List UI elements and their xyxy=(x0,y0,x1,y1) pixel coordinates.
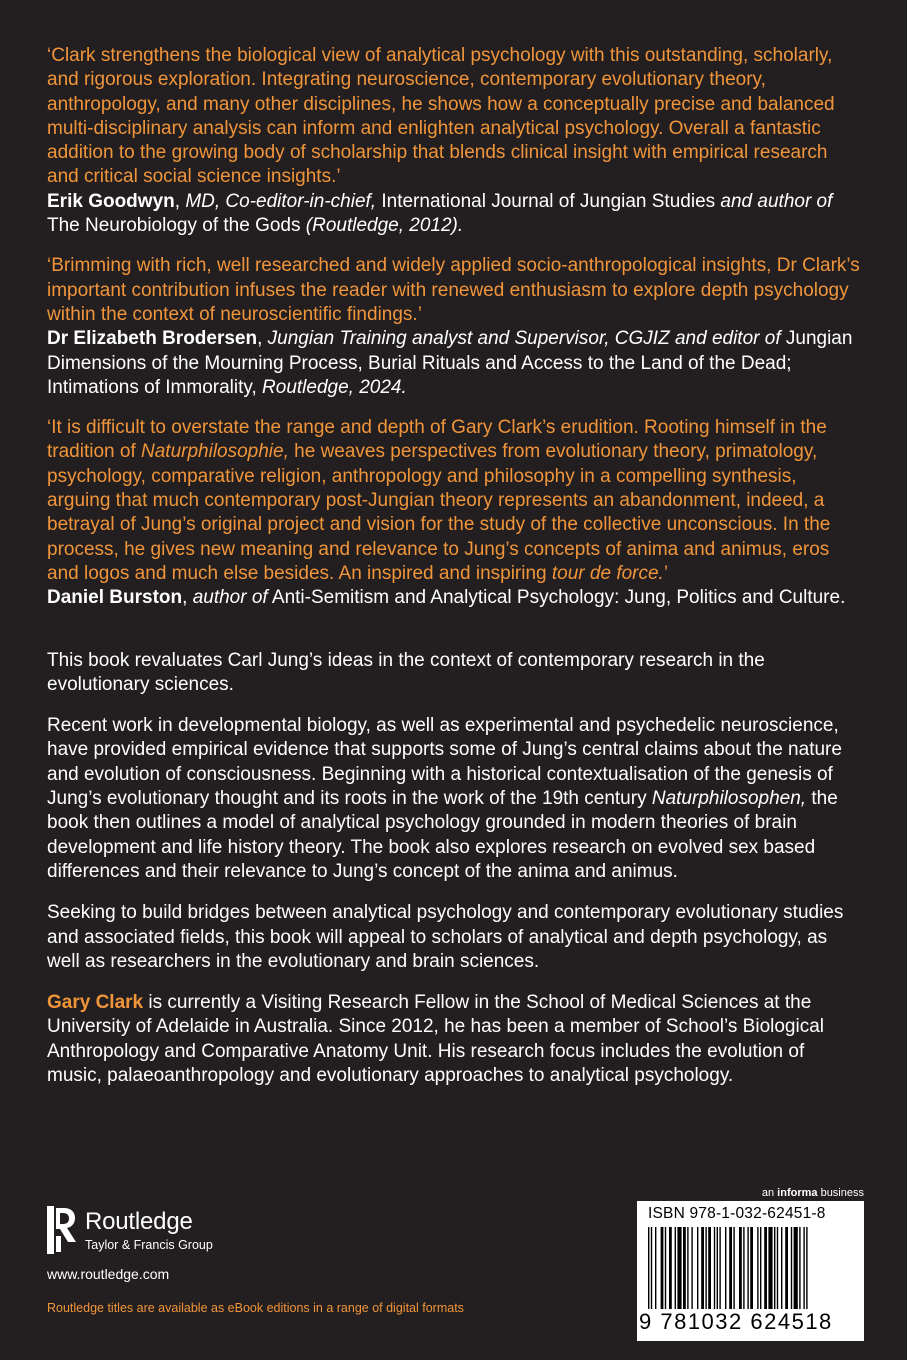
barcode-bar xyxy=(729,1227,732,1309)
barcode-bar xyxy=(648,1227,649,1309)
endorser-role: Jungian Training analyst and Supervisor, CGJIZ and editor of xyxy=(267,328,781,350)
barcode-bar xyxy=(669,1227,672,1309)
endorser-name: Erik Goodwyn xyxy=(47,190,175,212)
publisher-name: Routledge xyxy=(85,1207,193,1235)
publication-info: (Routledge, 2012). xyxy=(305,215,464,237)
barcode-bar xyxy=(799,1227,800,1309)
quote-text: he weaves perspectives from evolutionary theory, primatology, psychology, comparative religion, anthropology and philosophy in a compelling synthesis, arguing that much contemporary post-Jungian theory represents an abandonment, indeed, a betrayal of Jung’s original project and vision for the study of the collective unconscious. In the process, he gives new meaning and relevance to Jung’s concepts of anima and animus, eros and logos and much else besides. An inspired and inspiring xyxy=(47,441,831,584)
publisher-website[interactable]: www.routledge.com xyxy=(47,1266,170,1282)
barcode-bar xyxy=(791,1227,792,1309)
author-bio-text: is currently a Visiting Research Fellow in the School of Medical Sciences at the University of Adelaide in Australia. Since 2012, he has been a member of School’s Biological Anthropology and Comparative Anatomy Unit. His research focus includes the evolution of music, palaeoanthropology and evolutionary approaches to analytical psychology. xyxy=(47,992,824,1086)
barcode-bar xyxy=(739,1227,742,1309)
barcode-bar xyxy=(719,1227,720,1309)
endorsement-burston xyxy=(47,416,862,610)
description-emphasis: Naturphilosophen, xyxy=(651,788,807,810)
journal-title: International Journal of Jungian Studies xyxy=(376,190,721,212)
logo-text xyxy=(85,1209,213,1252)
endorsement-attribution xyxy=(47,327,862,400)
barcode-bar xyxy=(714,1227,715,1309)
description-paragraph: This book revaluates Carl Jung’s ideas in the context of contemporary research in the evolutionary sciences. xyxy=(47,649,765,695)
separator: , xyxy=(182,587,193,609)
separator: , xyxy=(257,328,268,350)
barcode-bar xyxy=(777,1227,778,1309)
book-title: Jungian Dimensions of the Mourning Process, Burial Rituals and Access to the Land of the Dead; Intimations of Immorality, xyxy=(47,328,853,398)
barcode-bar xyxy=(803,1227,804,1309)
barcode-bar xyxy=(757,1227,758,1309)
routledge-r-icon xyxy=(47,1206,77,1254)
description-text: the book then outlines a model of analytical psychology grounded in modern theories of brain development and life history theory. The book also explores research on evolved sex based differences and their relevance to Jung’s concept of the anima and animus. xyxy=(47,788,838,882)
publisher-block xyxy=(47,1206,213,1282)
endorser-name: Daniel Burston xyxy=(47,587,183,609)
endorser-role: author of xyxy=(192,587,268,609)
barcode-bar xyxy=(675,1227,676,1309)
quote-emphasis: tour de force. xyxy=(551,562,664,584)
book-description xyxy=(47,649,862,1089)
barcode-bar xyxy=(806,1227,807,1309)
barcode-bar xyxy=(655,1227,656,1309)
description-paragraph: Seeking to build bridges between analytical psychology and contemporary evolutionary studies and associated fields, this book will appeal to scholars of analytical and depth psychology, as well as researchers in the evolutionary and brain sciences. xyxy=(47,902,844,972)
description-text: Recent work in developmental biology, as well as experimental and psychedelic neuroscience, have provided empirical evidence that supports some of Jung’s central claims about the nature and evolution of consciousness. Beginning with a historical contextualisation of the genesis of Jung’s evolutionary thought and its roots in the work of the 19th century xyxy=(47,715,842,810)
endorsement-goodwyn xyxy=(47,44,862,238)
endorsement-attribution xyxy=(47,190,862,239)
endorsement-brodersen xyxy=(47,254,862,400)
endorser-name: Dr Elizabeth Brodersen xyxy=(47,328,258,350)
book-title: Anti-Semitism and Analytical Psychology: Jung, Politics and Culture. xyxy=(267,587,846,609)
book-title: The Neurobiology of the Gods xyxy=(47,215,306,237)
barcode-bar xyxy=(661,1227,664,1309)
informa-prefix: an xyxy=(761,1187,778,1199)
quote-text: ‘It is difficult to overstate the range and depth of Gary Clark’s erudition. Rooting himself in the tradition of xyxy=(47,417,827,463)
endorsement-attribution xyxy=(47,586,862,610)
barcode-bar xyxy=(665,1227,666,1309)
ebook-note: Routledge titles are available as eBook editions in a range of digital formats xyxy=(47,1301,464,1315)
barcode-bar xyxy=(750,1227,753,1309)
author-name: Gary Clark xyxy=(47,992,144,1014)
barcode-bar xyxy=(760,1227,761,1309)
barcode-bar xyxy=(747,1227,748,1309)
barcode-bars xyxy=(648,1227,853,1309)
barcode-bar xyxy=(687,1227,688,1309)
publication-info: Routledge, 2024. xyxy=(262,376,407,398)
author-bio xyxy=(47,991,862,1088)
isbn-barcode xyxy=(637,1201,864,1341)
barcode-bar xyxy=(708,1227,711,1309)
endorser-role: MD, Co-editor-in-chief, xyxy=(185,190,377,212)
barcode-bar xyxy=(691,1227,692,1309)
barcode-bar xyxy=(651,1227,652,1309)
barcode-bar xyxy=(768,1227,772,1309)
endorsement-quote xyxy=(47,416,862,586)
barcode-bar xyxy=(717,1227,718,1309)
informa-business xyxy=(762,1187,864,1199)
barcode-bar xyxy=(785,1227,788,1309)
barcode-bar xyxy=(743,1227,744,1309)
routledge-logo xyxy=(47,1206,213,1254)
barcode-bar xyxy=(705,1227,706,1309)
barcode-bar xyxy=(683,1227,686,1309)
quote-text: ’ xyxy=(663,562,669,584)
barcode-bar xyxy=(701,1227,704,1309)
barcode-bar xyxy=(794,1227,798,1309)
endorsement-quote: ‘Clark strengthens the biological view of analytical psychology with this outstanding, scholarly, and rigorous exploration. Integrating neuroscience, contemporary evolutionary theory, anthropology, and many other disciplines, he shows how a conceptually precise and balanced multi-disciplinary analysis can inform and enlighten analytical psychology. Overall a fantastic addition to the growing body of scholarship that blends clinical insight with empirical research and critical social science insights.’ xyxy=(47,45,835,188)
quote-emphasis: Naturphilosophie, xyxy=(141,441,289,463)
isbn-text: ISBN 978-1-032-62451-8 xyxy=(648,1205,826,1222)
informa-suffix: business xyxy=(817,1187,864,1199)
endorsement-quote: ‘Brimming with rich, well researched and widely applied socio-anthropological insights, Dr Clark’s important contribution infuses the reader with renewed enthusiasm to explore depth psychology within the context of neuroscientific findings.’ xyxy=(47,255,860,325)
barcode-bar xyxy=(677,1227,681,1309)
barcode-bar xyxy=(764,1227,767,1309)
back-cover-content xyxy=(47,44,862,1105)
description-paragraph xyxy=(47,714,862,884)
barcode-bar xyxy=(697,1227,698,1309)
barcode-bar xyxy=(774,1227,775,1309)
barcode-bar xyxy=(781,1227,782,1309)
separator: , xyxy=(174,190,186,212)
publisher-group: Taylor & Francis Group xyxy=(85,1237,213,1252)
endorser-role-2: and author of xyxy=(720,190,833,212)
ean-digits: 9 781032 624518 xyxy=(639,1309,833,1334)
informa-word: informa xyxy=(777,1187,818,1199)
barcode-bar xyxy=(725,1227,726,1309)
barcode-bar xyxy=(733,1227,734,1309)
